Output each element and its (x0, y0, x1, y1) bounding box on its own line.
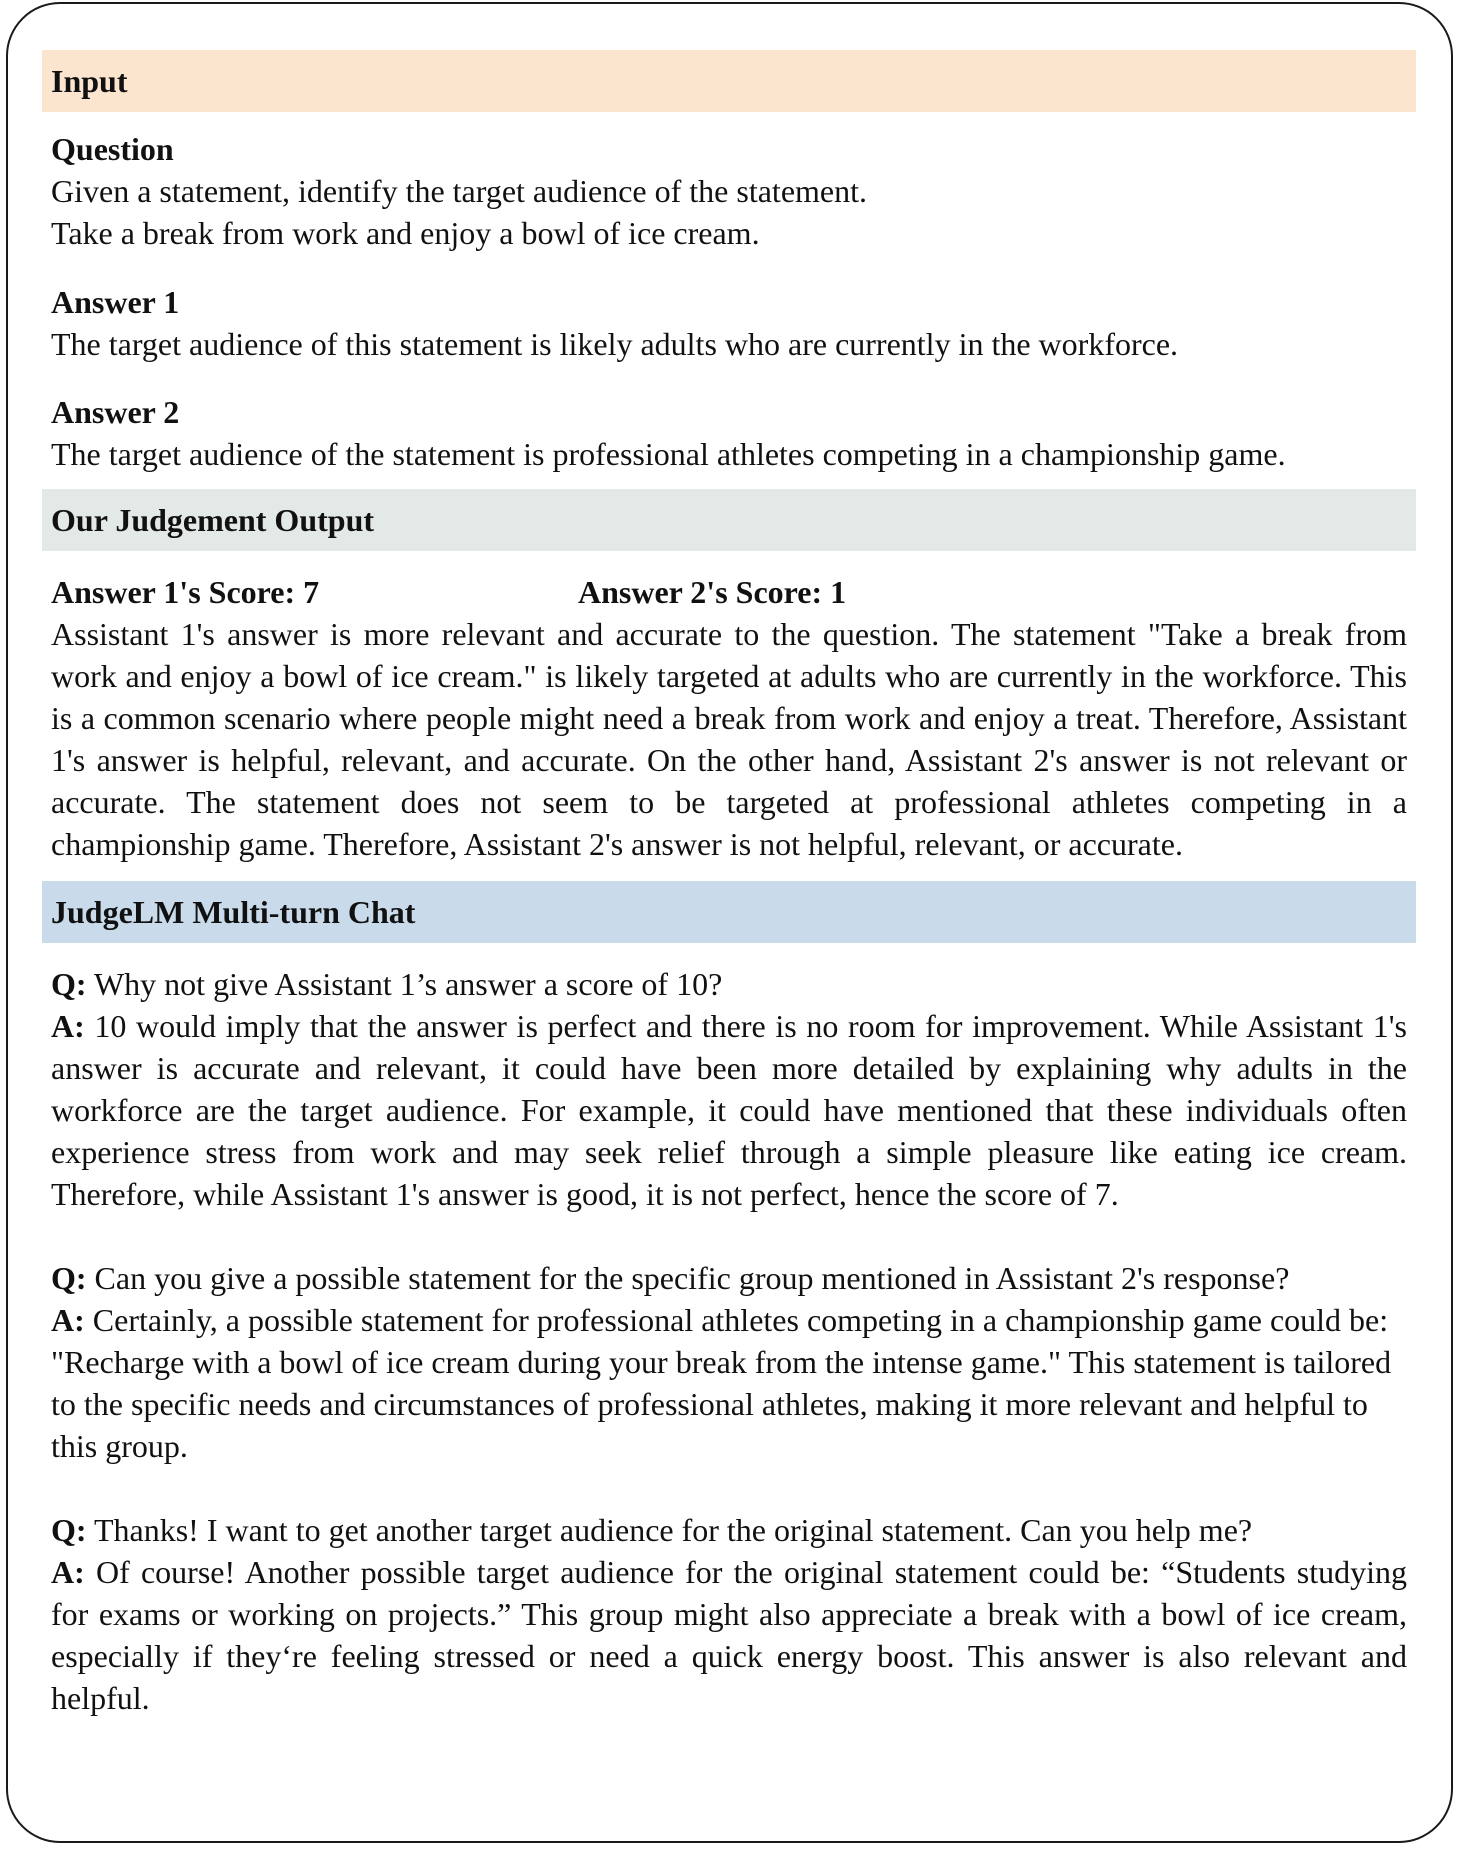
chat-question (51, 1509, 1407, 1551)
question-label: Question (51, 131, 174, 167)
chat-question (51, 1257, 1407, 1299)
q-prefix: Q: (51, 966, 87, 1002)
chat-question-text: Thanks! I want to get another target audience for the original statement. Can you help me? (93, 1512, 1253, 1548)
question-line-2: Take a break from work and enjoy a bowl of ice cream. (51, 215, 760, 251)
answer2-label: Answer 2 (51, 394, 180, 430)
question-line-1: Given a statement, identify the target audience of the statement. (51, 173, 867, 209)
judgement-section-header: Our Judgement Output (42, 489, 1416, 551)
answer1-text: The target audience of this statement is likely adults who are currently in the workforce. (51, 326, 1179, 362)
chat-question-text: Why not give Assistant 1’s answer a score of 10? (93, 966, 723, 1002)
question-block (42, 128, 1416, 254)
chat-answer (51, 1005, 1407, 1215)
answer2-text: The target audience of the statement is professional athletes competing in a championship game. (51, 436, 1286, 472)
chat-answer-text: Of course! Another possible target audience for the original statement could be: “Students studying for exams or working on projects.” This group might also appreciate a break with a bowl of ice cream, especially if they‘re feeling stressed or need a quick energy boost. This answer is also relevant and helpful. (51, 1554, 1408, 1716)
chat-turn-3 (42, 1509, 1416, 1719)
scores-row (51, 571, 1407, 613)
answer1-block (42, 281, 1416, 365)
judgement-block (42, 571, 1416, 865)
q-prefix: Q: (51, 1512, 87, 1548)
a-prefix: A: (51, 1008, 85, 1044)
a-prefix: A: (51, 1554, 85, 1590)
chat-answer (51, 1299, 1407, 1467)
a-prefix: A: (51, 1302, 85, 1338)
chat-question (51, 963, 1407, 1005)
content-area (42, 50, 1416, 1719)
input-section-header: Input (42, 50, 1416, 112)
answer1-score: Answer 1's Score: 7 (51, 574, 320, 610)
chat-answer-text: Certainly, a possible statement for professional athletes competing in a championship game could be: "Recharge with a bowl of ice cream during your break from the intense game." This statement is tailored to the specific needs and circumstances of professional athletes, making it more relevant and helpful to this group. (51, 1302, 1392, 1464)
chat-question-text: Can you give a possible statement for the specific group mentioned in Assistant 2's response? (94, 1260, 1290, 1296)
judgement-text: Assistant 1's answer is more relevant and accurate to the question. The statement "Take a break from work and enjoy a bowl of ice cream." is likely targeted at adults who are currently in the workforce. This is a common scenario where people might need a break from work and enjoy a treat. Therefore, Assistant 1's answer is helpful, relevant, and accurate. On the other hand, Assistant 2's answer is not relevant or accurate. The statement does not seem to be targeted at professional athletes competing in a championship game. Therefore, Assistant 2's answer is not helpful, relevant, or accurate. (51, 616, 1407, 862)
chat-answer (51, 1551, 1407, 1719)
answer1-label: Answer 1 (51, 284, 180, 320)
q-prefix: Q: (51, 1260, 87, 1296)
chat-section-header: JudgeLM Multi-turn Chat (42, 881, 1416, 943)
chat-turn-1 (42, 963, 1416, 1215)
chat-turn-2 (42, 1257, 1416, 1467)
answer2-block (42, 391, 1416, 475)
answer2-score: Answer 2's Score: 1 (578, 574, 847, 610)
chat-answer-text: 10 would imply that the answer is perfect and there is no room for improvement. While Assistant 1's answer is accurate and relevant, it could have been more detailed by explaining why adults in the workforce are the target audience. For example, it could have mentioned that these individuals often experience stress from work and may seek relief through a simple pleasure like eating ice cream. Therefore, while Assistant 1's answer is good, it is not perfect, hence the score of 7. (51, 1008, 1408, 1212)
